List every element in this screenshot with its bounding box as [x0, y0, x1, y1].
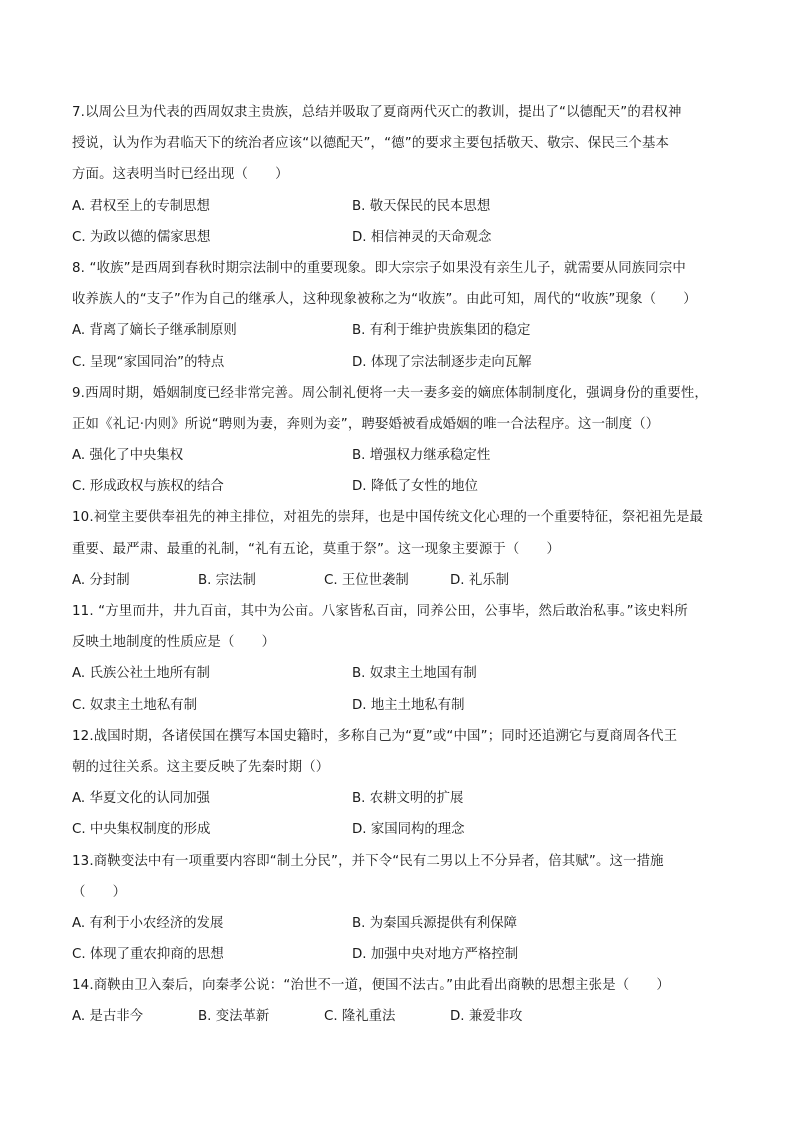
question-stem-line: 7.以周公旦为代表的西周奴隶主贵族，总结并吸取了夏商两代灭亡的教训，提出了“以德配天”的君权神: [72, 105, 682, 120]
question-9: [72, 378, 722, 503]
option-a: A. 分封制: [72, 572, 130, 588]
question-stem-line: 11. “方里而井，井九百亩，其中为公亩。八家皆私百亩，同养公田，公事毕，然后敢治私事。”该史料所: [72, 604, 688, 619]
question-stem-line: 正如《礼记·内则》所说“聘则为妻，奔则为妾”，聘娶婚被看成婚姻的唯一合法程序。这一制度（）: [72, 416, 660, 432]
options-row: [72, 315, 722, 346]
options-row: [72, 690, 722, 721]
option-c: C. 王位世袭制: [324, 572, 409, 588]
options-row: [72, 658, 722, 689]
option-b: B. 为秦国兵源提供有利保障: [352, 915, 517, 931]
option-b: B. 宗法制: [198, 572, 256, 588]
option-b: B. 敬天保民的民本思想: [352, 198, 491, 214]
question-stem-line: 反映土地制度的性质应是（ ）: [72, 635, 276, 651]
option-c: C. 形成政权与族权的结合: [72, 479, 224, 495]
option-a: A. 有利于小农经济的发展: [72, 915, 224, 931]
option-c: C. 呈现“家国同治”的特点: [72, 354, 225, 370]
question-stem-line: （ ）: [72, 884, 127, 900]
option-c: C. 体现了重农抑商的思想: [72, 947, 224, 963]
question-12: [72, 721, 722, 846]
option-d: D. 兼爱非攻: [450, 1009, 523, 1025]
option-c: C. 隆礼重法: [324, 1009, 396, 1025]
option-a: A. 是古非今: [72, 1009, 143, 1025]
option-d: D. 相信神灵的天命观念: [352, 229, 492, 245]
question-stem-line: 13.商鞅变法中有一项重要内容即“制土分民”，并下令“民有二男以上不分异者，倍其赋”。这一措施: [72, 853, 664, 869]
options-row: [72, 347, 722, 378]
options-row: [72, 440, 722, 471]
option-a: A. 华夏文化的认同加强: [72, 791, 210, 807]
exam-page: [72, 97, 722, 1033]
option-d: D. 体现了宗法制逐步走向瓦解: [352, 354, 532, 370]
option-b: B. 增强权力继承稳定性: [352, 448, 491, 464]
question-10: [72, 502, 722, 596]
option-c: C. 为政以德的儒家思想: [72, 229, 211, 245]
question-7: [72, 97, 722, 253]
options-row: [72, 471, 722, 502]
question-14: [72, 970, 722, 1032]
option-b: B. 奴隶主土地国有制: [352, 666, 477, 682]
question-stem-line: 授说，认为作为君临天下的统治者应该“以德配天”，“德”的要求主要包括敬天、敬宗、保民三个基本: [72, 136, 670, 152]
option-d: D. 礼乐制: [450, 572, 509, 588]
question-stem-line: 12.战国时期，各诸侯国在撰写本国史籍时，多称自己为“夏”或“中国”；同时还追溯它与夏商周各代王: [72, 728, 678, 744]
option-a: A. 君权至上的专制思想: [72, 198, 210, 214]
option-d: D. 降低了女性的地位: [352, 479, 478, 495]
options-row: [72, 191, 722, 222]
option-d: D. 地主土地私有制: [352, 697, 465, 713]
option-d: D. 加强中央对地方严格控制: [352, 947, 519, 963]
options-row: [72, 814, 722, 845]
options-row: [72, 783, 722, 814]
option-b: B. 农耕文明的扩展: [352, 791, 464, 807]
question-stem-line: 14.商鞅由卫入秦后，向秦孝公说：“治世不一道，便国不法古。”由此看出商鞅的思想主张是（ ）: [72, 978, 670, 994]
options-row: [72, 908, 722, 939]
question-stem-line: 方面。这表明当时已经出现（ ）: [72, 167, 289, 183]
question-stem-line: 朝的过往关系。这主要反映了先秦时期（）: [72, 759, 330, 775]
question-13: [72, 846, 722, 971]
question-stem-line: 重要、最严肃、最重的礼制，“礼有五论，莫重于祭”。这一现象主要源于（ ）: [72, 541, 561, 557]
question-stem-line: 10.祠堂主要供奉祖先的神主排位，对祖先的崇拜，也是中国传统文化心理的一个重要特征，祭祀祖先是最: [72, 510, 704, 526]
question-8: [72, 253, 722, 378]
option-a: A. 背离了嫡长子继承制原则: [72, 323, 237, 339]
option-a: A. 强化了中央集权: [72, 448, 184, 464]
question-stem-line: 8. “收族”是西周到春秋时期宗法制中的重要现象。即大宗宗子如果没有亲生儿子，就需要从同族同宗中: [72, 260, 686, 276]
question-stem-line: 9.西周时期，婚姻制度已经非常完善。周公制礼便将一夫一妻多妾的嫡庶体制制度化，强调身份的重要性，: [72, 385, 708, 401]
options-row: [72, 1001, 722, 1032]
question-stem-line: 收养族人的“支子”作为自己的继承人，这种现象被称之为“收族”。由此可知，周代的“收族”现象（ ）: [72, 292, 697, 308]
options-row: [72, 939, 722, 970]
option-b: B. 变法革新: [198, 1009, 270, 1025]
option-a: A. 氏族公社土地所有制: [72, 666, 210, 682]
options-row: [72, 222, 722, 253]
option-b: B. 有利于维护贵族集团的稳定: [352, 323, 531, 339]
option-c: C. 奴隶主土地私有制: [72, 697, 197, 713]
option-d: D. 家国同构的理念: [352, 822, 465, 838]
question-11: [72, 596, 722, 721]
options-row: [72, 565, 722, 596]
option-c: C. 中央集权制度的形成: [72, 822, 211, 838]
